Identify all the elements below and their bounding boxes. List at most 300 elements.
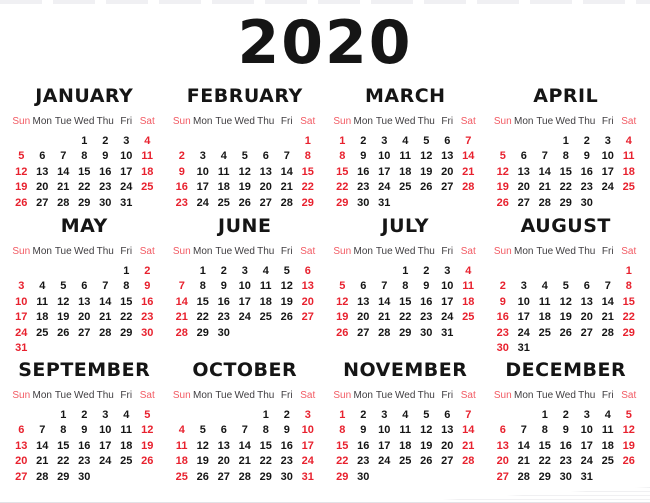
week-row: [11, 279, 158, 295]
day-cell: 18: [601, 439, 614, 452]
day-cell: 13: [496, 439, 509, 452]
week-row: [171, 180, 318, 196]
month-grid: [332, 116, 479, 211]
day-cell: 4: [262, 264, 269, 277]
day-cell: 30: [141, 326, 154, 339]
day-cell: 21: [175, 311, 188, 324]
day-cell: 16: [496, 311, 509, 324]
day-cell: 30: [217, 326, 230, 339]
week-row: [332, 454, 479, 470]
day-cell: 5: [283, 264, 290, 277]
day-cell: 7: [465, 134, 472, 147]
day-cell: 3: [241, 264, 248, 277]
day-cell: 21: [538, 181, 551, 194]
day-cell: 4: [465, 264, 472, 277]
day-cell: 24: [15, 326, 28, 339]
weekday-label: Tue: [536, 246, 554, 257]
empty-cell: [597, 341, 618, 357]
weekday-label: Tue: [375, 116, 393, 127]
day-cell: 25: [259, 311, 272, 324]
week-row: [11, 195, 158, 211]
weekday-label: Thu: [96, 116, 114, 127]
day-cell: 11: [399, 424, 412, 437]
day-cell: 14: [57, 165, 70, 178]
day-cell: 10: [238, 280, 251, 293]
weekday-label: Mon: [353, 116, 373, 127]
day-cell: 20: [36, 181, 49, 194]
day-cell: 8: [562, 150, 569, 163]
day-cell: 12: [57, 295, 70, 308]
day-cell: 30: [357, 196, 370, 209]
day-cell: 21: [601, 311, 614, 324]
week-row: [492, 454, 639, 470]
day-cell: 28: [462, 181, 475, 194]
day-cell: 20: [15, 455, 28, 468]
empty-cell: [513, 133, 534, 149]
day-cell: 14: [601, 295, 614, 308]
week-row: [11, 454, 158, 470]
day-cell: 20: [259, 181, 272, 194]
week-row: [11, 325, 158, 341]
weekday-header-row: [171, 116, 318, 133]
week-row: [171, 149, 318, 165]
day-cell: 29: [336, 196, 349, 209]
weekday-label: Thu: [417, 116, 435, 127]
empty-cell: [11, 133, 32, 149]
day-cell: 2: [144, 264, 151, 277]
weekday-label: Tue: [375, 390, 393, 401]
day-cell: 8: [199, 280, 206, 293]
day-cell: 6: [220, 424, 227, 437]
weekday-label: Mon: [32, 390, 52, 401]
weekday-label: Sat: [621, 116, 637, 127]
day-cell: 22: [78, 181, 91, 194]
empty-cell: [437, 469, 458, 485]
week-row: [171, 310, 318, 326]
day-cell: 1: [199, 264, 206, 277]
day-cell: 30: [99, 196, 112, 209]
day-cell: 8: [339, 150, 346, 163]
week-row: [492, 407, 639, 423]
day-cell: 1: [60, 408, 67, 421]
day-cell: 22: [196, 311, 209, 324]
day-cell: 20: [78, 311, 91, 324]
day-cell: 18: [175, 455, 188, 468]
weekday-header-row: [492, 246, 639, 263]
day-cell: 8: [541, 424, 548, 437]
week-row: [11, 310, 158, 326]
empty-cell: [95, 469, 116, 485]
day-cell: 24: [196, 196, 209, 209]
day-cell: 2: [360, 408, 367, 421]
empty-cell: [74, 341, 95, 357]
day-cell: 17: [238, 295, 251, 308]
day-cell: 23: [141, 311, 154, 324]
day-cell: 26: [57, 326, 70, 339]
weekday-label: Mon: [514, 116, 534, 127]
day-cell: 13: [36, 165, 49, 178]
weekday-label: Fri: [120, 246, 133, 257]
day-cell: 15: [622, 295, 635, 308]
day-cell: 22: [336, 455, 349, 468]
empty-cell: [513, 263, 534, 279]
month-title: SEPTEMBER: [18, 359, 151, 381]
day-cell: 26: [559, 326, 572, 339]
day-cell: 25: [120, 455, 133, 468]
day-cell: 10: [301, 424, 314, 437]
day-cell: 9: [583, 150, 590, 163]
empty-cell: [11, 263, 32, 279]
week-row: [171, 423, 318, 439]
day-cell: 3: [583, 408, 590, 421]
weekday-label: Tue: [54, 116, 72, 127]
week-row: [332, 294, 479, 310]
day-cell: 4: [402, 134, 409, 147]
empty-cell: [95, 263, 116, 279]
day-cell: 19: [420, 439, 433, 452]
day-cell: 16: [420, 295, 433, 308]
weekday-label: Thu: [96, 246, 114, 257]
day-cell: 10: [196, 165, 209, 178]
day-cell: 13: [517, 165, 530, 178]
day-cell: 19: [559, 311, 572, 324]
week-row: [332, 438, 479, 454]
day-cell: 24: [378, 455, 391, 468]
day-cell: 28: [280, 196, 293, 209]
day-cell: 6: [304, 264, 311, 277]
day-cell: 30: [78, 470, 91, 483]
day-cell: 27: [441, 455, 454, 468]
day-cell: 28: [378, 326, 391, 339]
week-row: [171, 195, 318, 211]
weekday-label: Sat: [300, 116, 316, 127]
week-row: [171, 407, 318, 423]
day-cell: 27: [217, 470, 230, 483]
day-cell: 15: [336, 165, 349, 178]
day-cell: 25: [399, 455, 412, 468]
day-cell: 20: [301, 295, 314, 308]
day-cell: 6: [520, 150, 527, 163]
day-cell: 16: [280, 439, 293, 452]
day-cell: 11: [259, 280, 272, 293]
day-cell: 15: [336, 439, 349, 452]
week-row: [11, 294, 158, 310]
empty-cell: [597, 469, 618, 485]
day-cell: 30: [580, 196, 593, 209]
day-cell: 5: [60, 280, 67, 293]
day-cell: 19: [420, 165, 433, 178]
week-row: [332, 310, 479, 326]
weekday-label: Thu: [417, 390, 435, 401]
empty-cell: [618, 469, 639, 485]
week-row: [171, 325, 318, 341]
day-cell: 20: [357, 311, 370, 324]
empty-cell: [576, 341, 597, 357]
day-cell: 19: [496, 181, 509, 194]
empty-cell: [492, 263, 513, 279]
day-cell: 21: [378, 311, 391, 324]
day-cell: 14: [238, 439, 251, 452]
weekday-label: Sat: [139, 390, 155, 401]
day-cell: 31: [301, 470, 314, 483]
day-cell: 4: [178, 424, 185, 437]
week-row: [492, 164, 639, 180]
week-row: [11, 423, 158, 439]
week-row: [171, 133, 318, 149]
day-cell: 23: [357, 181, 370, 194]
day-cell: 10: [15, 295, 28, 308]
day-cell: 5: [499, 150, 506, 163]
weekday-label: Fri: [601, 116, 614, 127]
day-cell: 26: [196, 470, 209, 483]
day-cell: 5: [423, 408, 430, 421]
week-row: [11, 180, 158, 196]
day-cell: 4: [625, 134, 632, 147]
day-cell: 28: [517, 470, 530, 483]
day-cell: 27: [496, 470, 509, 483]
month-title: MAY: [60, 215, 108, 237]
day-cell: 12: [622, 424, 635, 437]
month-block: [165, 214, 326, 358]
day-cell: 18: [141, 165, 154, 178]
day-cell: 3: [381, 134, 388, 147]
weekday-label: Fri: [441, 390, 454, 401]
empty-cell: [374, 469, 395, 485]
month-grid: [492, 246, 639, 356]
day-cell: 15: [399, 295, 412, 308]
day-cell: 21: [517, 455, 530, 468]
weekday-header-row: [492, 390, 639, 407]
month-title: JULY: [381, 215, 429, 237]
day-cell: 21: [462, 439, 475, 452]
weekday-label: Sun: [172, 390, 191, 401]
day-cell: 21: [238, 455, 251, 468]
day-cell: 17: [301, 439, 314, 452]
day-cell: 6: [18, 424, 25, 437]
week-row: [492, 294, 639, 310]
day-cell: 9: [178, 165, 185, 178]
day-cell: 3: [199, 150, 206, 163]
day-cell: 16: [175, 181, 188, 194]
empty-cell: [234, 133, 255, 149]
day-cell: 2: [220, 264, 227, 277]
weekday-label: Fri: [280, 390, 293, 401]
day-cell: 17: [441, 295, 454, 308]
day-cell: 5: [625, 408, 632, 421]
day-cell: 20: [441, 439, 454, 452]
weekday-label: Tue: [54, 390, 72, 401]
day-cell: 27: [36, 196, 49, 209]
empty-cell: [555, 263, 576, 279]
weekday-label: Thu: [578, 246, 596, 257]
empty-cell: [618, 341, 639, 357]
day-cell: 9: [499, 295, 506, 308]
day-cell: 22: [57, 455, 70, 468]
day-cell: 2: [562, 408, 569, 421]
weekday-label: Sat: [621, 390, 637, 401]
day-cell: 23: [280, 455, 293, 468]
weekday-label: Fri: [441, 116, 454, 127]
day-cell: 2: [360, 134, 367, 147]
day-cell: 18: [259, 295, 272, 308]
week-row: [332, 325, 479, 341]
weekday-label: Wed: [395, 116, 416, 127]
empty-cell: [213, 133, 234, 149]
day-cell: 13: [259, 165, 272, 178]
day-cell: 3: [304, 408, 311, 421]
day-cell: 21: [99, 311, 112, 324]
day-cell: 26: [280, 311, 293, 324]
day-cell: 9: [360, 424, 367, 437]
day-cell: 22: [622, 311, 635, 324]
empty-cell: [555, 341, 576, 357]
day-cell: 7: [102, 280, 109, 293]
day-cell: 13: [441, 150, 454, 163]
empty-cell: [213, 407, 234, 423]
day-cell: 4: [39, 280, 46, 293]
day-cell: 9: [144, 280, 151, 293]
weekday-label: Thu: [96, 390, 114, 401]
day-cell: 9: [283, 424, 290, 437]
day-cell: 29: [301, 196, 314, 209]
day-cell: 23: [217, 311, 230, 324]
weekday-label: Mon: [193, 246, 213, 257]
weekday-label: Fri: [601, 246, 614, 257]
day-cell: 3: [444, 264, 451, 277]
day-cell: 28: [538, 196, 551, 209]
empty-cell: [171, 263, 192, 279]
day-cell: 20: [517, 181, 530, 194]
weekday-label: Mon: [32, 116, 52, 127]
weekday-label: Tue: [215, 390, 233, 401]
week-row: [332, 407, 479, 423]
day-cell: 7: [604, 280, 611, 293]
day-cell: 27: [441, 181, 454, 194]
day-cell: 13: [217, 439, 230, 452]
day-cell: 27: [15, 470, 28, 483]
weekday-header-row: [332, 116, 479, 133]
empty-cell: [458, 325, 479, 341]
empty-cell: [437, 195, 458, 211]
weekday-label: Thu: [417, 246, 435, 257]
day-cell: 23: [78, 455, 91, 468]
day-cell: 22: [120, 311, 133, 324]
day-cell: 29: [78, 196, 91, 209]
day-cell: 6: [81, 280, 88, 293]
day-cell: 15: [538, 439, 551, 452]
weekday-label: Mon: [514, 246, 534, 257]
day-cell: 29: [259, 470, 272, 483]
weekday-label: Tue: [375, 246, 393, 257]
day-cell: 23: [496, 326, 509, 339]
weekday-label: Wed: [555, 116, 576, 127]
weekday-header-row: [11, 390, 158, 407]
day-cell: 12: [238, 165, 251, 178]
month-grid: [332, 390, 479, 485]
weekday-label: Mon: [193, 390, 213, 401]
day-cell: 11: [141, 150, 154, 163]
empty-cell: [416, 195, 437, 211]
month-block: [486, 84, 647, 214]
week-row: [332, 149, 479, 165]
day-cell: 10: [601, 150, 614, 163]
week-row: [332, 279, 479, 295]
day-cell: 4: [123, 408, 130, 421]
empty-cell: [513, 407, 534, 423]
empty-cell: [137, 469, 158, 485]
month-block: [325, 84, 486, 214]
day-cell: 23: [559, 455, 572, 468]
day-cell: 9: [360, 150, 367, 163]
week-row: [171, 454, 318, 470]
week-row: [332, 263, 479, 279]
day-cell: 4: [604, 408, 611, 421]
month-block: [4, 358, 165, 503]
weekday-label: Sun: [12, 116, 31, 127]
day-cell: 27: [517, 196, 530, 209]
day-cell: 14: [36, 439, 49, 452]
month-title: APRIL: [533, 85, 599, 107]
day-cell: 4: [144, 134, 151, 147]
day-cell: 22: [301, 181, 314, 194]
weekday-label: Mon: [353, 246, 373, 257]
day-cell: 23: [580, 181, 593, 194]
day-cell: 3: [604, 134, 611, 147]
empty-cell: [618, 195, 639, 211]
day-cell: 3: [18, 280, 25, 293]
day-cell: 17: [196, 181, 209, 194]
month-grid: [171, 246, 318, 341]
day-cell: 1: [541, 408, 548, 421]
day-cell: 8: [339, 424, 346, 437]
day-cell: 29: [559, 196, 572, 209]
empty-cell: [74, 263, 95, 279]
day-cell: 24: [441, 311, 454, 324]
empty-cell: [171, 407, 192, 423]
weekday-label: Fri: [441, 246, 454, 257]
day-cell: 29: [622, 326, 635, 339]
day-cell: 29: [196, 326, 209, 339]
week-row: [171, 164, 318, 180]
weekday-label: Wed: [74, 116, 95, 127]
week-row: [11, 149, 158, 165]
day-cell: 11: [601, 424, 614, 437]
weekday-label: Sun: [12, 390, 31, 401]
day-cell: 14: [280, 165, 293, 178]
week-row: [332, 180, 479, 196]
weekday-label: Mon: [353, 390, 373, 401]
week-row: [11, 263, 158, 279]
day-cell: 1: [339, 408, 346, 421]
day-cell: 29: [120, 326, 133, 339]
empty-cell: [32, 263, 53, 279]
day-cell: 24: [99, 455, 112, 468]
empty-cell: [332, 263, 353, 279]
weekday-label: Thu: [257, 390, 275, 401]
week-row: [11, 438, 158, 454]
weekday-header-row: [11, 116, 158, 133]
day-cell: 28: [36, 470, 49, 483]
day-cell: 2: [283, 408, 290, 421]
day-cell: 25: [175, 470, 188, 483]
day-cell: 22: [399, 311, 412, 324]
day-cell: 26: [622, 455, 635, 468]
day-cell: 10: [441, 280, 454, 293]
day-cell: 22: [538, 455, 551, 468]
day-cell: 19: [336, 311, 349, 324]
week-row: [492, 423, 639, 439]
day-cell: 17: [517, 311, 530, 324]
